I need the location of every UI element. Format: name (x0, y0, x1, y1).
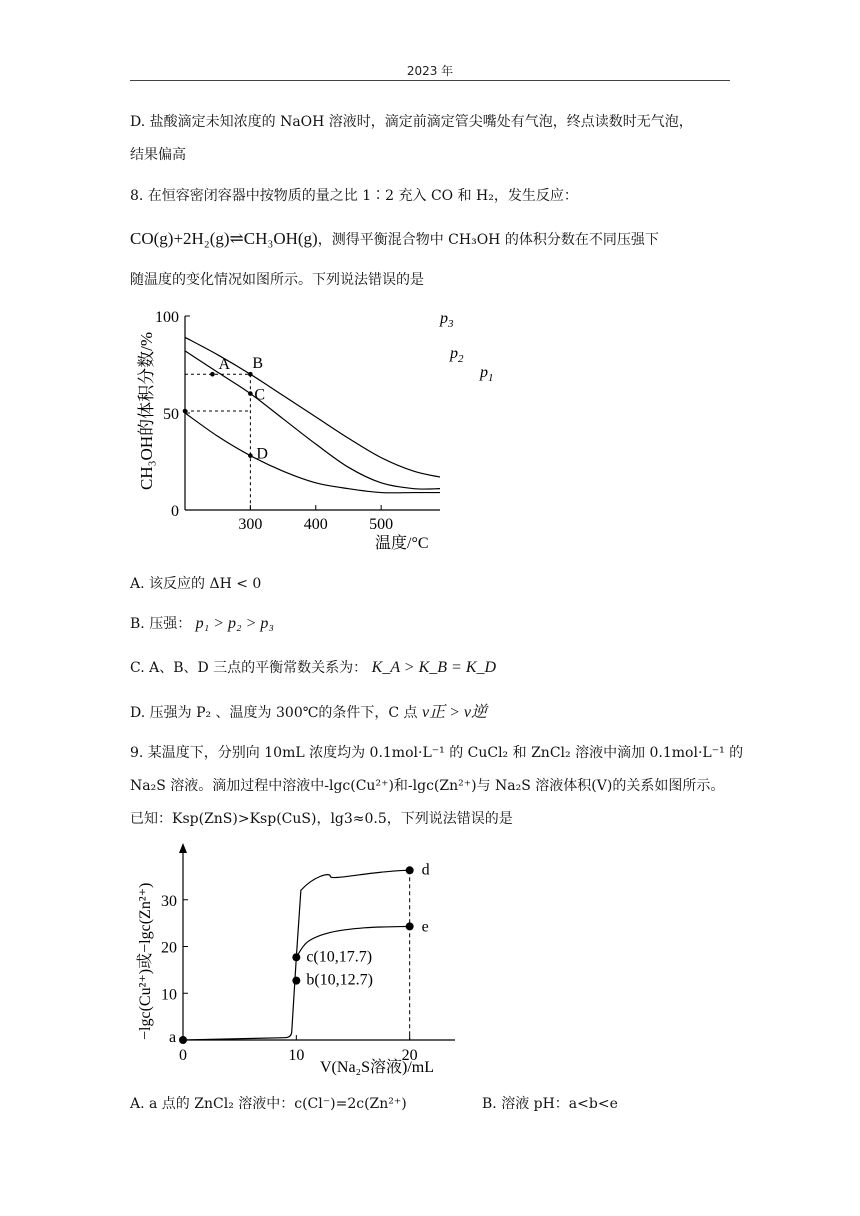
chart-titration (130, 835, 470, 1080)
chart1-point-label-D: D (256, 445, 268, 463)
q8-option-d-label: D. 压强为 P₂ 、温度为 300℃的条件下，C 点 (130, 705, 423, 721)
chart1-x-tick-label: 300 (238, 516, 263, 533)
q9-stem-line1: 9. 某温度下，分别向 10mL 浓度均为 0.1mol·L⁻¹ 的 CuCl₂ 和 ZnCl₂ 溶液中滴加 0.1mol·L⁻¹ 的 (130, 745, 744, 761)
chart2-point-label-a: a (169, 1029, 177, 1046)
chart2-y-tick-label: 30 (161, 892, 177, 910)
chart2-xlabel: V(Na₂S溶液)/mL (320, 1059, 435, 1076)
chart1-point-C (248, 391, 253, 396)
header-rule (130, 80, 730, 81)
chart2-point-label-b: b(10,12.7) (306, 971, 373, 989)
q8-option-c-math: K_A > K_B = K_D (371, 659, 497, 676)
q8-option-c-label: C. A、B、D 三点的平衡常数关系为： (130, 660, 368, 676)
q8-stem-line2 (130, 230, 659, 249)
q8-option-b (130, 615, 274, 633)
chart2-x-tick-label: 10 (288, 1047, 305, 1064)
page-header: 2023 年 (406, 64, 454, 78)
chart1-xlabel: 温度/°C (375, 535, 429, 552)
chart1-point-D (248, 453, 253, 458)
chart1-point-label-C: C (254, 386, 266, 404)
chart2-y-tick-label: 10 (161, 986, 177, 1004)
chart1-y-tick-label: 0 (171, 503, 179, 520)
chart1-ylabel: CH₃OH的体积分数/% (137, 332, 156, 490)
reaction-equation: CO(g)+2H₂(g)⇌CH₃OH(g) (130, 229, 318, 248)
chart1-y-tick-label: 100 (155, 309, 179, 326)
q8-stem-line3: 随温度的变化情况如图所示。下列说法错误的是 (130, 272, 424, 288)
chart2-x-tick-label: 20 (401, 1047, 418, 1064)
chart1-series-label-p1: $p_1$ (480, 364, 494, 384)
q9-stem-line3: 已知：Ksp(ZnS)>Ksp(CuS)，lg3≈0.5，下列说法错误的是 (130, 811, 513, 827)
chart2-point-a (179, 1036, 187, 1044)
q8-stem-line1: 8. 在恒容密闭容器中按物质的量之比 1∶2 充入 CO 和 H₂，发生反应： (130, 188, 578, 204)
chart1-y-tick-label: 50 (163, 406, 179, 423)
q8-option-d (130, 704, 487, 722)
chart2-point-label-d: d (421, 861, 430, 879)
q7-option-d-line1: D. 盐酸滴定未知浓度的 NaOH 溶液时，滴定前滴定管尖嘴处有气泡，终点读数时无气泡， (130, 114, 693, 130)
q8-option-c (130, 659, 496, 677)
chart2-x-tick-label: 0 (179, 1047, 187, 1064)
chart-methanol-fraction (130, 300, 494, 560)
chart1-series-label-p2: $p_2$ (450, 345, 464, 365)
chart2-point-d (406, 866, 414, 874)
chart2-point-c (292, 953, 300, 961)
q8-option-b-label: B. 压强： (130, 616, 192, 632)
q9-option-b: B. 溶液 pH：a<b<e (482, 1096, 618, 1112)
chart1-series-p3 (185, 413, 440, 493)
q8-stem-line2-text: ，测得平衡混合物中 CH₃OH 的体积分数在不同压强下 (317, 232, 659, 248)
q8-option-a: A. 该反应的 ΔH < 0 (130, 576, 262, 592)
chart1-point-A (210, 372, 215, 377)
q9-option-a: A. a 点的 ZnCl₂ 溶液中：c(Cl⁻)=2c(Zn²⁺) (130, 1096, 407, 1112)
q8-option-b-math: p₁ > p₂ > p₃ (195, 615, 274, 632)
chart2-point-e (406, 922, 414, 930)
chart1-x-tick-label: 400 (303, 516, 328, 533)
chart2-point-label-e: e (421, 918, 429, 936)
chart2-y-tick-label: 20 (161, 939, 177, 957)
chart2-y-arrow (179, 843, 187, 853)
chart1-series-label-p3: $p_3$ (440, 310, 454, 330)
chart2-ylabel: −lgc(Cu²⁺)或−lgc(Zn²⁺) (137, 882, 154, 1040)
chart1-point (183, 409, 188, 414)
chart1-point-label-B: B (252, 355, 264, 373)
q7-option-d-line2: 结果偏高 (130, 147, 186, 163)
q8-option-d-math: v正 > v逆 (422, 704, 488, 721)
chart2-point-b (292, 977, 300, 985)
chart2-point-label-c: c(10,17.7) (306, 948, 373, 966)
chart1-x-tick-label: 500 (369, 516, 394, 533)
q9-stem-line2: Na₂S 溶液。滴加过程中溶液中-lgc(Cu²⁺)和-lgc(Zn²⁺)与 Na₂S 溶液体积(V)的关系如图所示。 (130, 778, 725, 794)
chart1-point-label-A: A (218, 356, 231, 374)
chart1-point-B (248, 372, 253, 377)
